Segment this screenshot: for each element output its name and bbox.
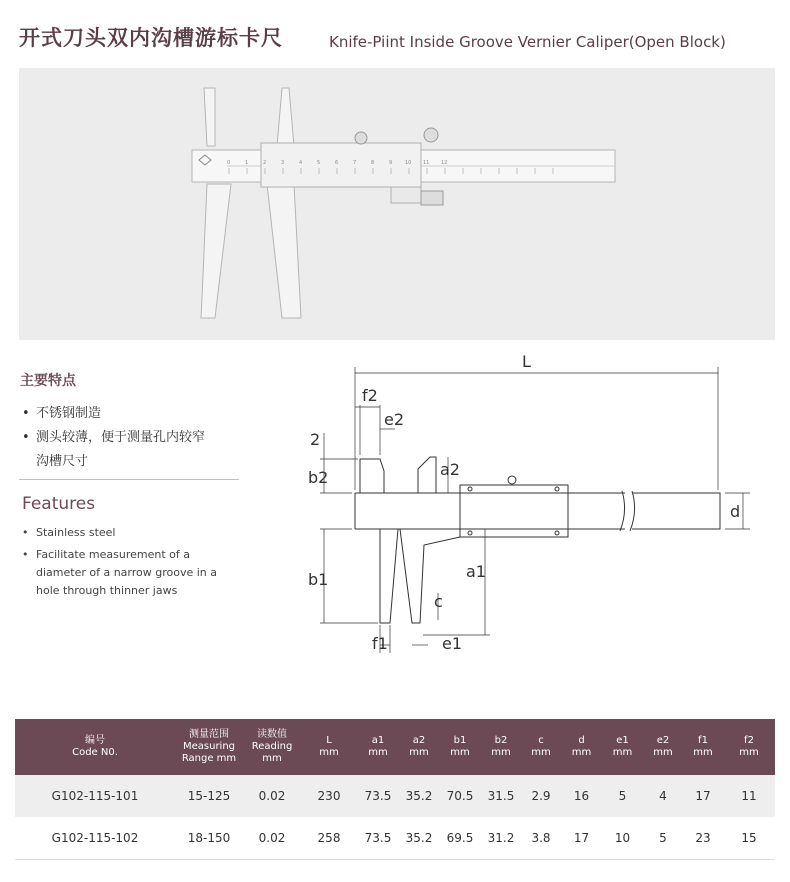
dim-b2: b2	[308, 468, 329, 487]
dim-b1: b1	[308, 570, 329, 589]
table-cell: 73.5	[357, 775, 399, 817]
table-cell: 31.2	[481, 817, 521, 860]
dim-L: L	[522, 352, 531, 371]
list-item: • 测头较薄，便于测量孔内较窄 沟槽尺寸	[22, 426, 205, 474]
table-cell: 73.5	[357, 817, 399, 860]
table-cell: 69.5	[439, 817, 481, 860]
features-heading-zh: 主要特点	[20, 373, 76, 389]
scale-number: 4	[299, 160, 303, 166]
table-cell: 35.2	[399, 817, 439, 860]
column-header: e1 mm	[602, 719, 643, 775]
page-title-zh: 开式刀头双内沟槽游标卡尺	[19, 26, 283, 50]
divider	[19, 479, 239, 480]
scale-number: 3	[281, 160, 285, 166]
list-item: • 不锈钢制造	[22, 402, 205, 426]
scale-number: 12	[441, 160, 448, 166]
table-cell: 4	[643, 775, 683, 817]
scale-number: 1	[245, 160, 249, 166]
column-header: 读数值 Reading mm	[243, 719, 301, 775]
dim-a1: a1	[466, 562, 486, 581]
column-header: f1 mm	[683, 719, 723, 775]
dim-e2: e2	[384, 410, 405, 429]
table-cell: 11	[723, 775, 775, 817]
table-cell: 70.5	[439, 775, 481, 817]
column-header: b1 mm	[439, 719, 481, 775]
scale-number: 9	[389, 160, 393, 166]
product-photo	[19, 68, 775, 340]
dim-f1: f1	[372, 634, 388, 653]
table-cell: 0.02	[243, 775, 301, 817]
scale-number: 11	[423, 160, 430, 166]
table-cell: 3.8	[521, 817, 561, 860]
column-header: b2 mm	[481, 719, 521, 775]
table-cell: 18-150	[175, 817, 243, 860]
table-cell: G102-115-102	[15, 817, 175, 860]
scale-number: 2	[263, 160, 267, 166]
scale-number: 5	[317, 160, 321, 166]
table-cell: 230	[301, 775, 357, 817]
column-header: e2 mm	[643, 719, 683, 775]
table-cell: 31.5	[481, 775, 521, 817]
dim-f2: f2	[362, 386, 378, 405]
dim-d: d	[730, 502, 741, 521]
column-header: 测量范围 Measuring Range mm	[175, 719, 243, 775]
table-cell: 23	[683, 817, 723, 860]
scale-number: 10	[405, 160, 412, 166]
column-header: d mm	[561, 719, 602, 775]
column-header: f2 mm	[723, 719, 775, 775]
scale-number: 0	[227, 160, 231, 166]
table-cell: G102-115-101	[15, 775, 175, 817]
page-title-en: Knife-Piint Inside Groove Vernier Caliper(Open Block)	[329, 33, 726, 51]
features-heading-en: Features	[22, 494, 96, 514]
scale-number: 7	[353, 160, 357, 166]
table-cell: 17	[561, 817, 602, 860]
table-cell: 16	[561, 775, 602, 817]
scale-number: 6	[335, 160, 339, 166]
column-header: c mm	[521, 719, 561, 775]
table-row	[15, 817, 775, 860]
scale-number: 8	[371, 160, 375, 166]
list-item: • Facilitate measurement of a diameter of a narrow groove in a hole through thinner jaws	[22, 546, 242, 600]
dimension-diagram	[300, 345, 760, 665]
table-cell: 0.02	[243, 817, 301, 860]
dim-e1: e1	[442, 634, 463, 653]
features-list-zh	[22, 402, 205, 474]
column-header: L mm	[301, 719, 357, 775]
table-row	[15, 775, 775, 817]
caliper-photo-illustration	[19, 68, 775, 340]
features-list-en	[22, 524, 242, 604]
table-cell: 15	[723, 817, 775, 860]
table-cell: 5	[602, 775, 643, 817]
table-cell: 2.9	[521, 775, 561, 817]
table-cell: 35.2	[399, 775, 439, 817]
column-header: 编号 Code N0.	[15, 719, 175, 775]
table-header-row	[15, 719, 775, 775]
table-cell: 17	[683, 775, 723, 817]
table-cell: 15-125	[175, 775, 243, 817]
spec-table	[15, 719, 775, 860]
table-cell: 5	[643, 817, 683, 860]
dim-c: c	[434, 592, 443, 611]
dim-a2: a2	[440, 460, 460, 479]
table-cell: 10	[602, 817, 643, 860]
dim-2: 2	[310, 430, 321, 449]
table-cell: 258	[301, 817, 357, 860]
column-header: a2 mm	[399, 719, 439, 775]
column-header: a1 mm	[357, 719, 399, 775]
list-item: • Stainless steel	[22, 524, 242, 542]
